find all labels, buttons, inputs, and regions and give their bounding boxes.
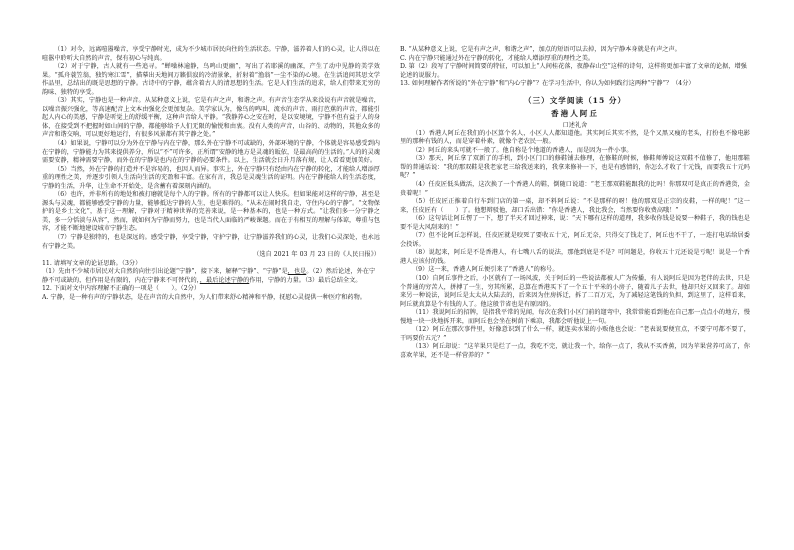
right-paragraph-5: （5）任皮匠正推着自行车到门店的第一桌，却不料阿丘说：“不是那样的呀！他的那双是正宗的皮鞋，一样的呢！”这一来，任皮匠有（ ）了。他想辩驳他，却口舌出错：“你是香港人，我比我会，当然要你收费高哦！” (400, 198, 750, 214)
left-column (42, 46, 380, 302)
question-12-option-b: B. “从某种意义上说，它是有声之声，和谐之声”，加点的短语可以去掉，因为宁静本身就是有声之声。 (400, 46, 681, 53)
left-paragraph-7: （7）宁静是独特的，也是深远的。感受宁静，享受宁静，守护宁静，让宁静滋养我们的心灵，让我们心灵深处，也永远有宁静之美。 (42, 234, 380, 250)
left-paragraph-5: （5）当然，外在宁静的打造并不是容易的，也因人而异。事实上，外在宁静只有经由内在宁静的转化，才能给人增添厚重的理性之美，并逐步引领人生活向生活的充盈和丰富。在家有言，我总是灵魂生活的证明。内在宁静能给人的生活态度，宁静的生活，升华，让生命不开始处，是含蓄有着深刻内涵的。 (42, 165, 380, 190)
right-paragraph-2: （2）阿丘的来头可就不一般了。他自称是个地道的香港人，而是因为一件小事。 (412, 146, 633, 154)
right-paragraph-11: （11）我说阿丘的招牌，是指我平常的见闻，每次在我们小区门前的遛弯中，我常常能看到他在自己那一点点小的地方，慢慢地一块一块地拆开来，而阿丘也会坐在树荫下乘凉，我都会听他说上一句。 (400, 309, 750, 325)
article-author: 口述礼舍 (562, 121, 588, 129)
question-13: 13. 如何理解作者所说的“外在宁静”和“内心宁静”？在学习生活中，你认为如何践行这两种“宁静”？（4分） (400, 80, 695, 88)
question-12-option-d: D. 第（2）段写了宁静时间简要的特征，可以加上“人间桂花落，夜静春山空”这样的诗句，这样将更加丰富了文章的论据，增强论述的说服力。 (400, 63, 747, 79)
right-paragraph-1: （1）香港人阿丘在我们的小区算个名人，小区人人都知道他。其实阿丘其实不然，是个又黑又瘦的老头，打扮也不像电影里的那种有钱的人，而是穿着朴素，就像个老农民一般。 (400, 129, 750, 146)
right-paragraph-3: （3）那天，阿丘拿了双新了的手机，到小区门口的修鞋铺去修理，在修鞋的时候，修鞋师傅说这双鞋不值修了，他用那鞋帮的普通话说：“我的那双鞋是我老家老三给我送来的，我拿来修补一下，也是有感情的，你怎么才收了十元钱，而要我五十元吗呢？” (400, 155, 750, 180)
section-title: （三）文学阅读（15 分） (523, 95, 627, 105)
left-paragraph-1: （1）对今，远离喧嚣噪音，享受宁静时光，成为不少城市居民向往的生活状态。宁静，滋养着人们的心灵，让人得以在喧嚣中聆听大自然的声音，保有初心与纯真。 (42, 46, 380, 62)
question-12-option-a: A. 宁静，是一种有声的宁静状态，是在声音的大自然中，为人们带来舒心精神和平静，抚慰心灵提供一种医疗和药物。 (42, 293, 366, 301)
right-paragraph-4: （4）任皮匠低头做活，这次换了一个香港人的鞋，倒随口说道：“老王那双鞋能跟我的比吗！你那双可是真正的香港货，金贵着呢！” (400, 181, 750, 197)
right-paragraph-6: （6）这句话让阿丘愣了一下，想了半天才回过神来，说：“天下哪有这样的道理，我多收你钱是说要一种鞋子，我的钱也是要不是大风刮来的！” (400, 215, 750, 231)
article-source: （选自 2021 年 03 月 23 日的《人民日报》） (253, 251, 380, 259)
article-title: 香港人阿丘 (551, 108, 599, 118)
right-paragraph-12: （12）阿丘在那次事件里，好像意识到了什么一样，就连卖水果的小贩他也会说：“老表说要便宜点，不要宁可都不要了，干吗要价五元？” (400, 326, 750, 342)
right-paragraph-10: （10）自阿丘事件之后，小区就有了一场风波，关于阿丘的一些说法都被人广为传播，有人说阿丘是因为老伴的去世，只是个普通的穷苦人，拼搏了一生，穷其所累，总算在香港买下了一个五十平米的小房子，随着儿子去世，他却只好又回来了。却如来另一种说法，说阿丘是太太从大陆去的，后来因为住房拆迁，拆了二百万元，为了减轻这笔钱的负担，到这里了，这样看来，阿丘就真算是个有钱的人了。他这般节省也是有原因的。 (400, 275, 750, 308)
left-paragraph-2: （2）对于宁静，古人就有一些追寻。“蝉噪林逾静，鸟鸣山更幽”，写出了若耶溪的幽深，产生了动中见静的美学效果。“孤舟蓑笠翁，独钓寒江雪”，描摹出天地间万籁俱寂的冷清景象，折射着“渔翁”一尘不染的心境。在生活追问其思文学作品里，总结出的既是思想的宁静。古诗中的宁静，蕴含着古人的清思想的生活。它是人们生活的追求，给人们带来无穷的韵味、独特的享受。 (42, 63, 380, 96)
right-paragraph-8: （8）说起来，阿丘是不是香港人，有七嘴八舌的说法，那他到底是不是？可问题是，你收五十元还说是亏呢！说是一个香港人应该付的钱。 (400, 249, 750, 265)
right-column (400, 46, 750, 361)
right-paragraph-13: （13）阿丘却说：“这苹果只是烂了一点，我吃不完，就让我一个，给你一点了，我从不买香蕉，因为苹果营养可高了，你喜欢苹果，还不是一样营养的？” (400, 343, 750, 359)
question-12-option-c: C. 内在宁静只能通过外在宁静的转化，才能给人增添厚重的理性之美。 (400, 54, 595, 62)
question-11-heading: 11. 请填写文章的论证思路。（3分） (42, 259, 142, 267)
question-11-body: （1）先由不少城市居民对大自然的向往引出论题“宁静”，接下来，解释“宁静”、“宁静”是，也是。（2）然后论述，外在宁静不可或缺的，但作用是有限的，内在宁静来不可替代的，，最后论述宁静的作用，宁静的力量。（3）最后总结全文。 (42, 268, 376, 284)
question-12-heading: 12. 下面对文中内容理解不正确的一项是（ ）。（2分） (42, 285, 201, 293)
left-paragraph-3: （3）其实，宁静也是一种声音。从某种意义上说，它是有声之声，和谐之声。有声音生态学从来没说有声音就是噪音，以噪音振兴强化，等高速配音上文本由强化会更加复杂。美学家认为，像鸟的鸣叫、流水的声音、雨打芭蕉的声音，都能引起人内心的美感，宁静是听觉上的舒缓平衡，这种声音给人平静。“我静养心之安在时，是以安境境，宁静不但有益于人的身体，在接受到不把握时如山间的宁静，都能够给予人们无限的愉悦和由衷。没有人类的声音，山谷的、动物的，其他众多的声音和谐交响，可以更好地运行，有很多风景都有其宁静之处。” (42, 97, 380, 139)
right-paragraph-9: （9）这一来，香港人阿丘便引来了“香港人”的称号。 (412, 266, 559, 274)
left-paragraph-4: （4）如果说，宁静可以分为外在宁静与内在宁静，那么外在宁静不可或缺的，外部环境的宁静，个体就是容易感受到内在宁静的，宁静能力为其来提供养分，所以“不”可许多，正所谓“安静的地方是灵魂的皈依，是最高尚的生活的。”人的的灵魂需要安静，精神需要宁静，而外在的宁静是也内在的宁静的必要条件。以上，生活就会日升月落有规，让人看看更加美好。 (42, 140, 380, 165)
left-paragraph-6: （6）也许，并非所有的地处和被打磨就是每个人的宁静。所有的宁静都可以让人快乐。但如果能对这样的宁静，甚至是源头与灵魂，都能够感受宁静的力量，能够抵达宁静的人生，也是难得的。“从未在闹时我自走，守住内心的宁静”。“文物保护的是乡土文化”，基于这一理解，宁静对于精神世界的完善来说，是一种基本的，也是一种方式。“让我们多一分宁静之美，多一分恬淡与从容”，然而，就如何为宁静而努力，也是当代人面临的严峻课题。而在于有相互的理解与体谅，尊重与包容，才能不断地建设城市宁静生态。 (42, 191, 380, 233)
right-paragraph-7: （7）但不论阿丘怎样说，任皮匠就是咬死了要收五十元，阿丘无奈，只得交了钱走了，阿丘也不干了，一连打电话给居委会投诉。 (400, 232, 750, 248)
